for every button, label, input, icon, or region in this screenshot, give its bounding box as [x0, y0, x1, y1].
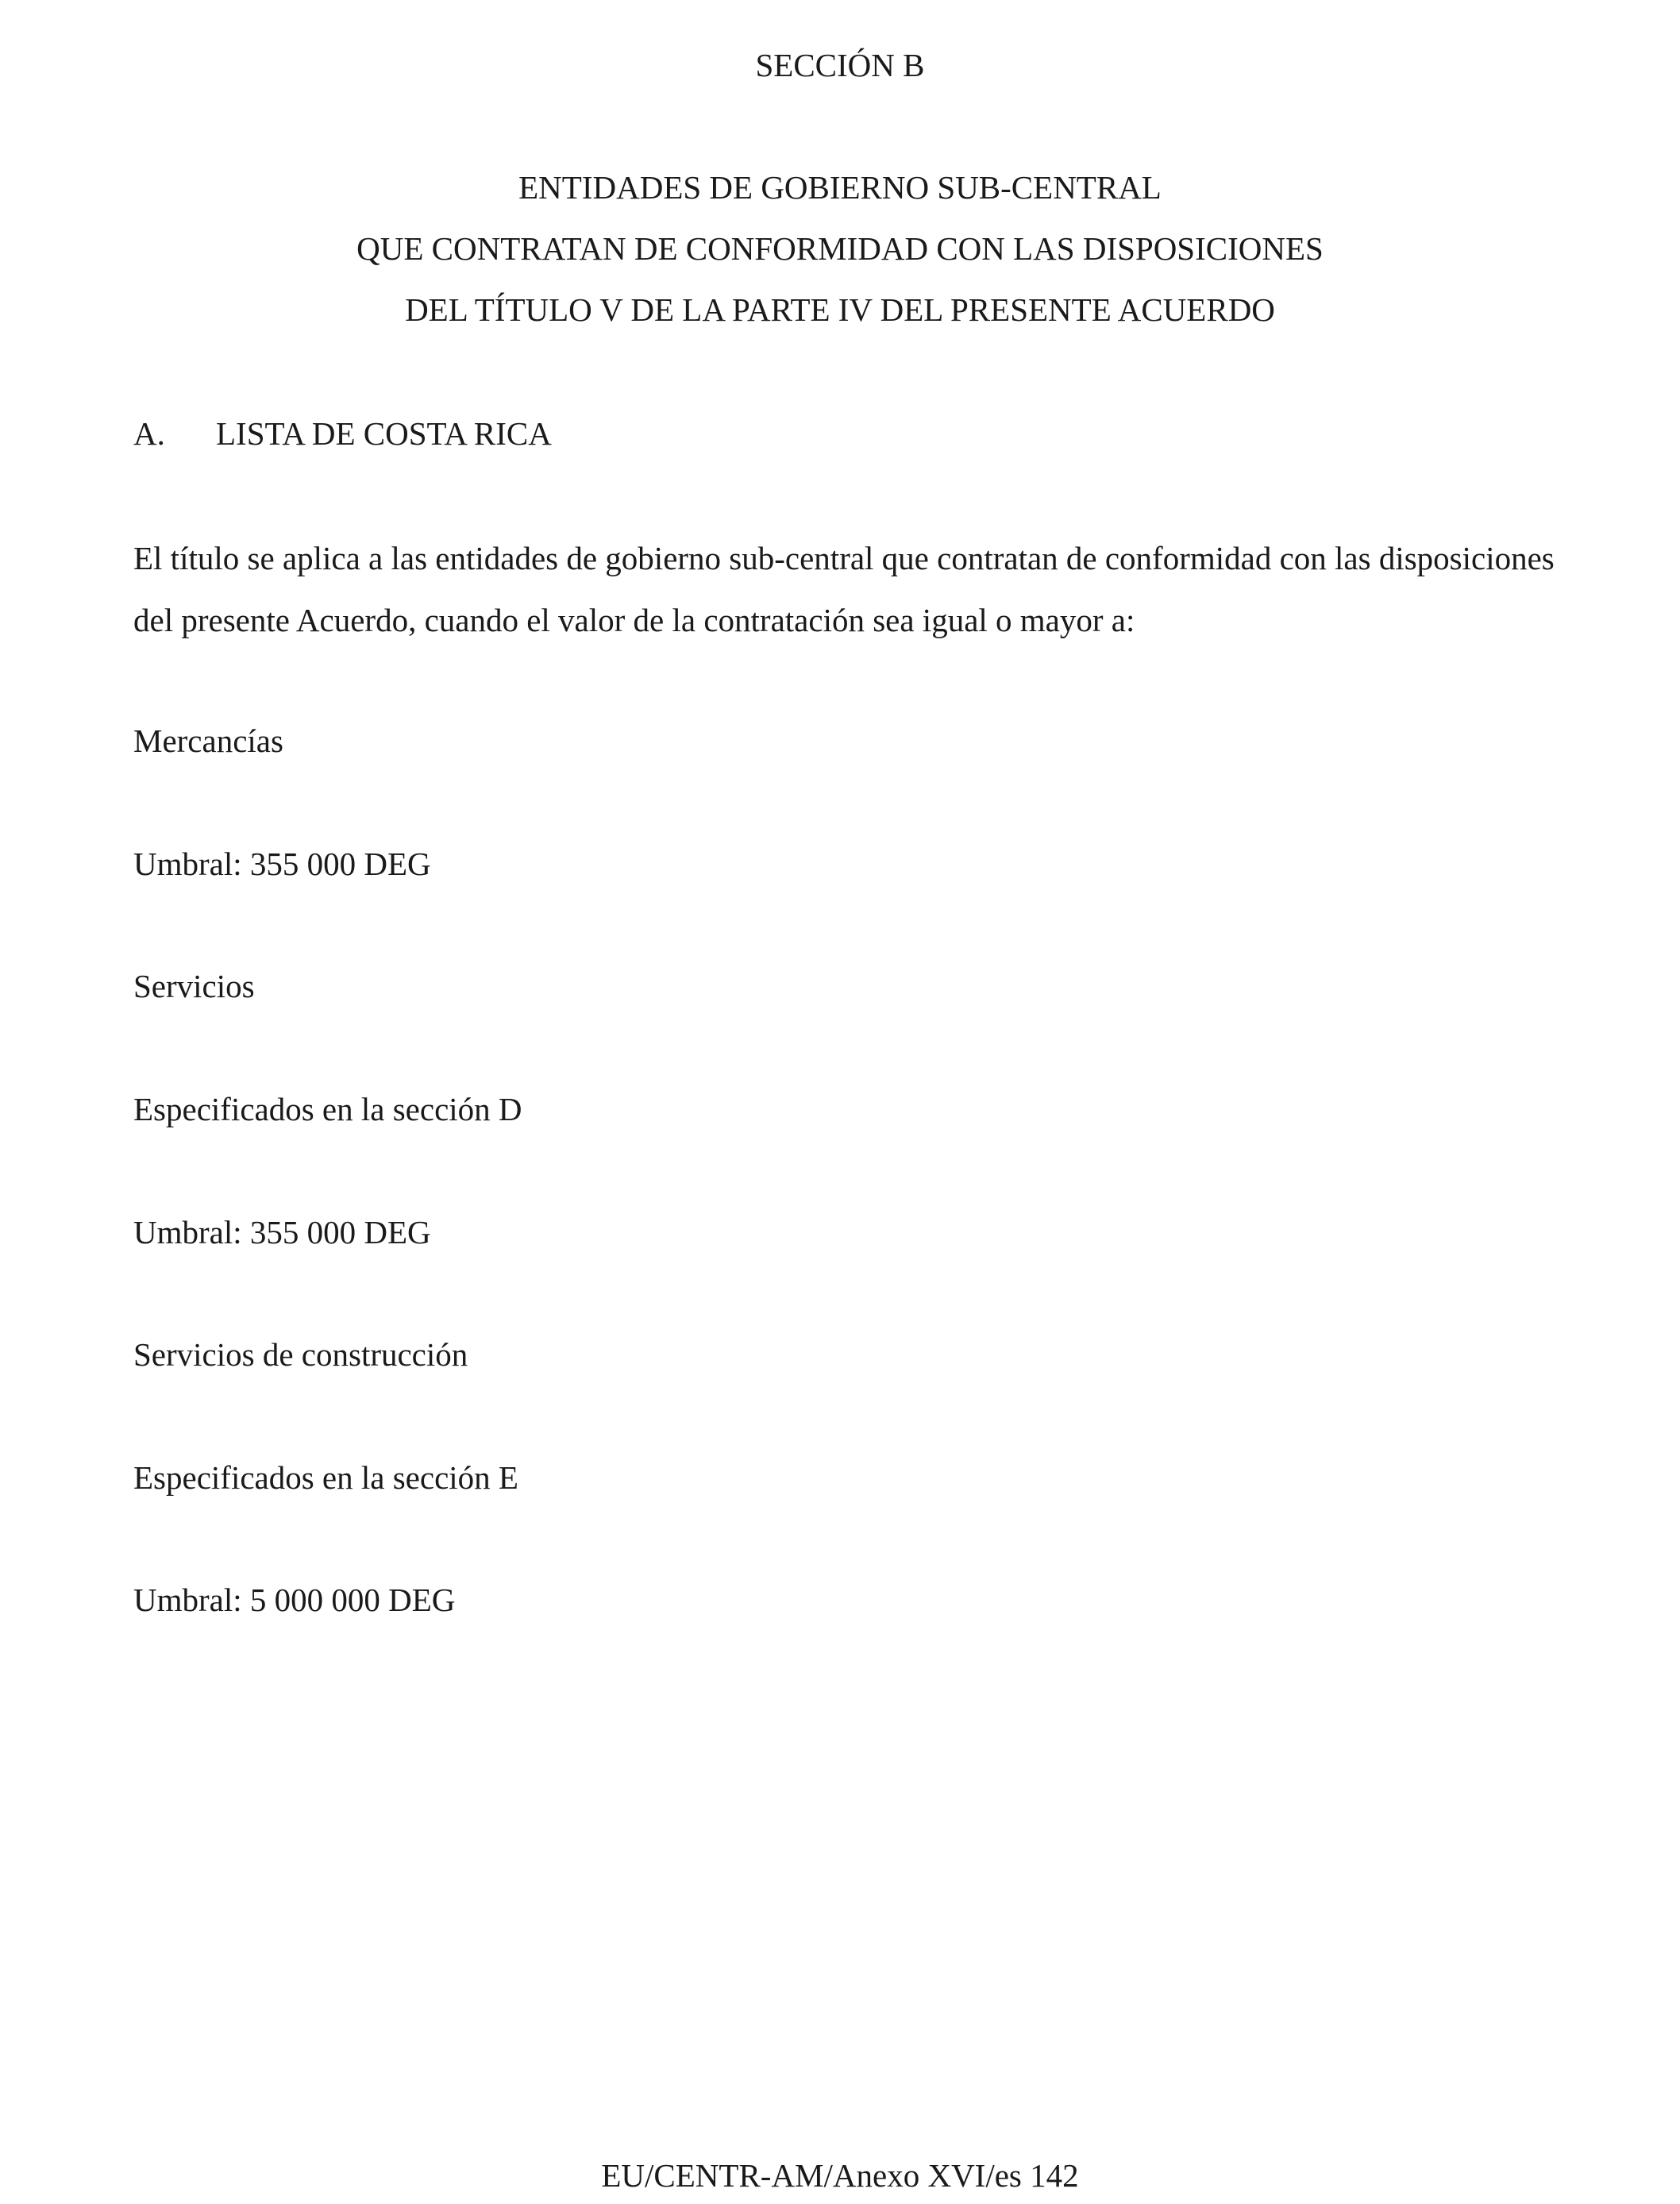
item-especificados-e: Especificados en la sección E	[133, 1459, 518, 1496]
item-especificados-d: Especificados en la sección D	[133, 1091, 522, 1127]
subtitle-line-2: QUE CONTRATAN DE CONFORMIDAD CON LAS DISPOSICIONES	[356, 230, 1324, 267]
item-servicios-construccion: Servicios de construcción	[133, 1336, 468, 1373]
section-title: SECCIÓN B	[755, 47, 925, 83]
page-footer: EU/CENTR-AM/Anexo XVI/es 142	[601, 2157, 1079, 2194]
intro-paragraph: El título se aplica a las entidades de gobierno sub-central que contratan de conformidad con las disposiciones del presente Acuerdo, cuando el valor de la contratación sea igual o mayor a:	[133, 540, 1555, 638]
list-heading-label: LISTA DE COSTA RICA	[216, 415, 552, 452]
item-umbral-servicios: Umbral: 355 000 DEG	[133, 1214, 431, 1250]
list-heading-number: A.	[133, 415, 165, 452]
item-umbral-mercancias: Umbral: 355 000 DEG	[133, 846, 431, 882]
item-mercancias: Mercancías	[133, 722, 283, 759]
item-servicios: Servicios	[133, 968, 255, 1004]
subtitle-line-1: ENTIDADES DE GOBIERNO SUB-CENTRAL	[518, 169, 1162, 206]
item-umbral-construccion: Umbral: 5 000 000 DEG	[133, 1582, 456, 1618]
subtitle-line-3: DEL TÍTULO V DE LA PARTE IV DEL PRESENTE ACUERDO	[405, 291, 1275, 328]
